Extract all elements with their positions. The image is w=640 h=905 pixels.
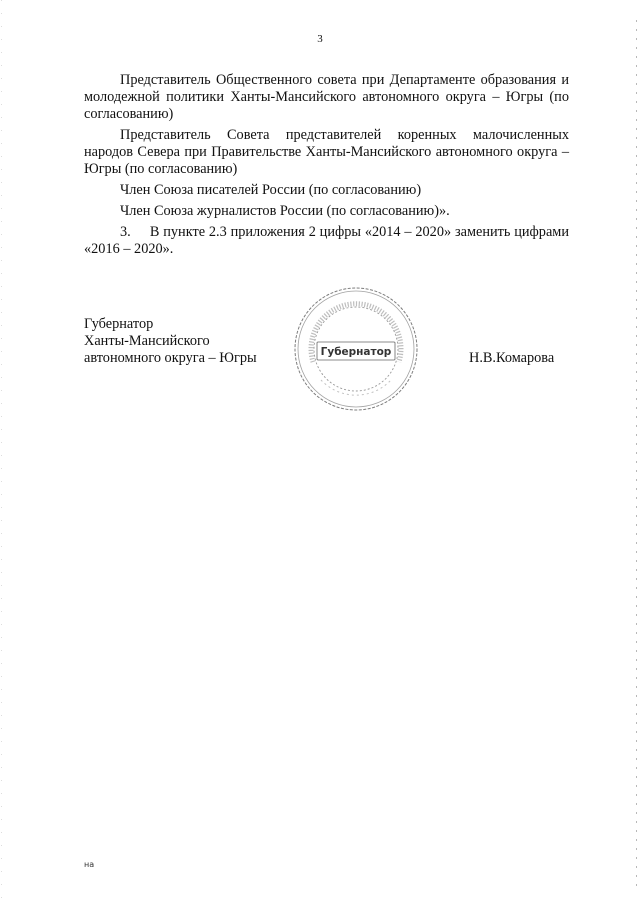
paragraph-indigenous-council: Представитель Совета представителей коренных малочисленных народов Севера при Правительстве Ханты-Мансийского автономного округа – Югры (по согласованию) bbox=[84, 127, 569, 177]
scan-edge-right bbox=[636, 20, 637, 890]
signatory-title-line-3: автономного округа – Югры bbox=[84, 350, 257, 366]
footer-mark: на bbox=[84, 860, 95, 869]
document-body bbox=[84, 72, 569, 262]
signatory-title-line-1: Губернатор bbox=[84, 316, 154, 332]
page-number: 3 bbox=[317, 33, 323, 45]
seal-lower-arc bbox=[321, 380, 391, 395]
paragraph-journalists-union: Член Союза журналистов России (по согласованию)». bbox=[120, 203, 450, 219]
signatory-title-line-2: Ханты-Мансийского bbox=[84, 333, 210, 349]
scan-edge-left bbox=[1, 0, 2, 905]
signatory-title bbox=[84, 316, 257, 367]
signatory-name: Н.В.Комарова bbox=[469, 350, 555, 366]
paragraph-writers-union: Член Союза писателей России (по согласованию) bbox=[120, 182, 422, 198]
paragraph-item-3: 3. В пункте 2.3 приложения 2 цифры «2014 – 2020» заменить цифрами «2016 – 2020». bbox=[84, 224, 569, 257]
seal-center-text: Губернатор bbox=[320, 346, 392, 358]
official-seal bbox=[291, 284, 421, 414]
paragraph-public-council: Представитель Общественного совета при Департаменте образования и молодежной политики Ханты-Мансийского автономного округа – Югры (по согласованию) bbox=[84, 72, 569, 122]
